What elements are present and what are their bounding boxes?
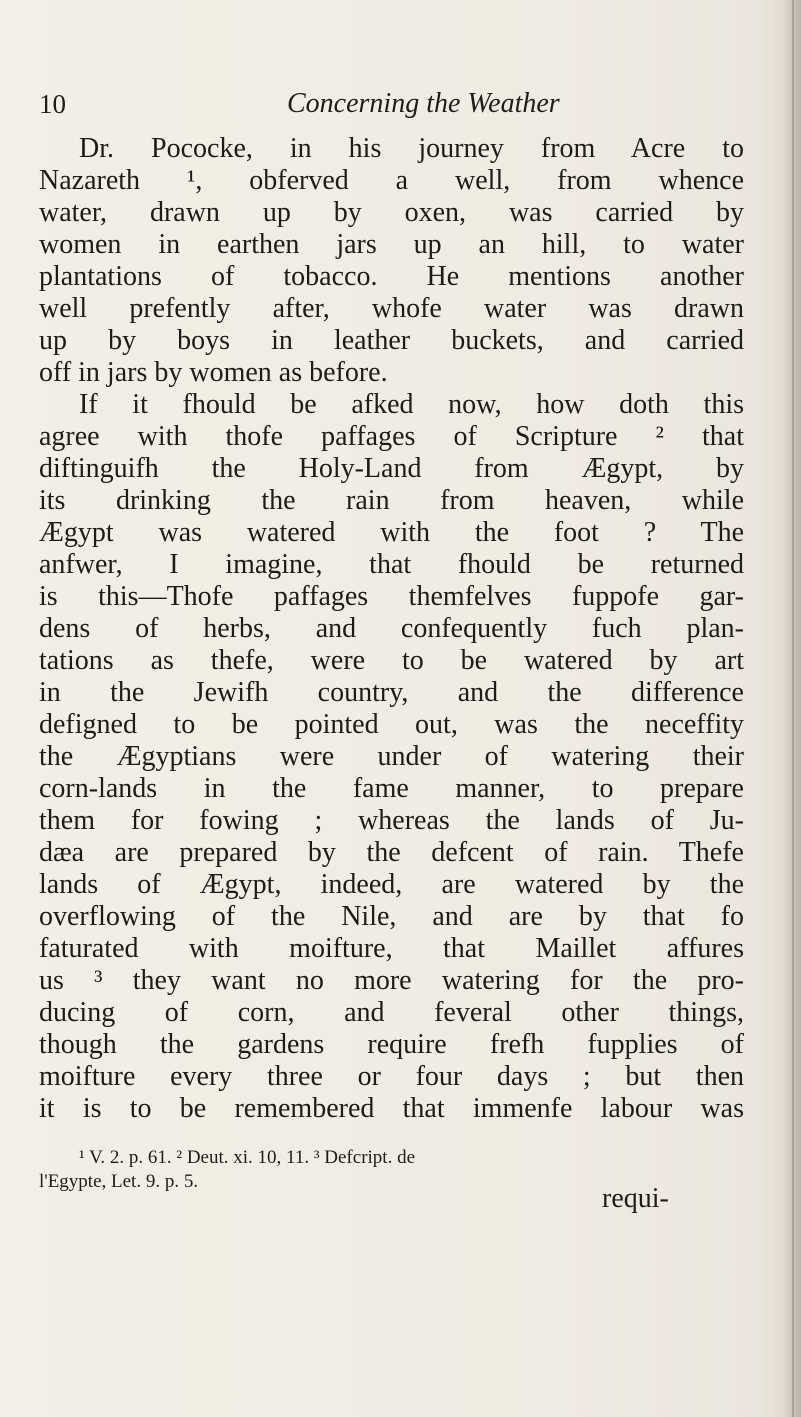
text-line: Nazareth ¹, obferved a well, from whence: [39, 165, 744, 196]
text-line: tations as thefe, were to be watered by art: [39, 645, 744, 676]
text-line: overflowing of the Nile, and are by that fo: [39, 901, 744, 932]
body-text: [39, 133, 744, 1125]
text-line: defigned to be pointed out, was the neceffity: [39, 709, 744, 740]
text-line: plantations of tobacco. He mentions another: [39, 261, 744, 292]
text-line: in the Jewifh country, and the difference: [39, 677, 744, 708]
text-line: Ægypt was watered with the foot ? The: [39, 517, 744, 548]
text-line: it is to be remembered that immenfe labour was: [39, 1093, 744, 1124]
text-line: diftinguifh the Holy-Land from Ægypt, by: [39, 453, 744, 484]
footnote-line: ¹ V. 2. p. 61. ² Deut. xi. 10, 11. ³ Defcript. de: [79, 1147, 416, 1168]
text-line: If it fhould be afked now, how doth this: [79, 389, 744, 420]
page-header: [39, 88, 739, 128]
footnote-line: l'Egypte, Let. 9. p. 5.: [39, 1171, 199, 1192]
text-line: corn-lands in the fame manner, to prepare: [39, 773, 744, 804]
text-line: well prefently after, whofe water was drawn: [39, 293, 744, 324]
text-line: dens of herbs, and confequently fuch plan-: [39, 613, 744, 644]
running-head: Concerning the Weather: [287, 88, 560, 119]
text-line: the Ægyptians were under of watering their: [39, 741, 744, 772]
text-line: Dr. Pococke, in his journey from Acre to: [79, 133, 744, 164]
text-line: its drinking the rain from heaven, while: [39, 485, 744, 516]
text-line: moifture every three or four days ; but then: [39, 1061, 744, 1092]
text-line: agree with thofe paffages of Scripture ² that: [39, 421, 744, 452]
page-number: 10: [39, 89, 66, 119]
text-line: water, drawn up by oxen, was carried by: [39, 197, 744, 228]
text-line: though the gardens require frefh fupplies of: [39, 1029, 744, 1060]
text-line: is this—Thofe paffages themfelves fuppofe gar-: [39, 581, 744, 612]
text-line: lands of Ægypt, indeed, are watered by the: [39, 869, 744, 900]
text-line: women in earthen jars up an hill, to water: [39, 229, 744, 260]
text-line: off in jars by women as before.: [39, 357, 388, 388]
text-line: dæa are prepared by the defcent of rain. Thefe: [39, 837, 744, 868]
page-edge-line: [792, 0, 794, 1417]
text-line: anfwer, I imagine, that fhould be returned: [39, 549, 744, 580]
text-line: them for fowing ; whereas the lands of Ju-: [39, 805, 744, 836]
catchword: requi-: [602, 1183, 669, 1214]
text-line: us ³ they want no more watering for the pro-: [39, 965, 744, 996]
text-line: ducing of corn, and feveral other things,: [39, 997, 744, 1028]
text-line: faturated with moifture, that Maillet affures: [39, 933, 744, 964]
text-line: up by boys in leather buckets, and carried: [39, 325, 744, 356]
